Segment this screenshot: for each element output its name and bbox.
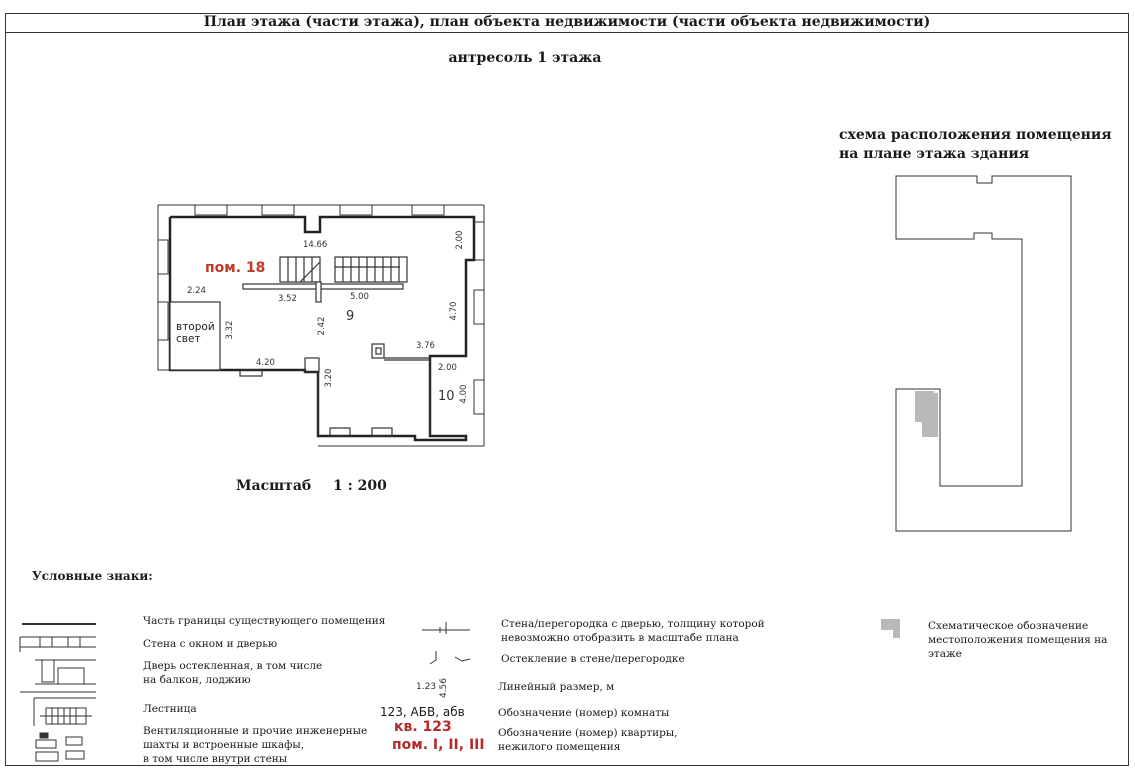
scheme-title-line1: схема расположения помещения bbox=[839, 127, 1112, 143]
window-right-3 bbox=[474, 380, 484, 414]
legend-glazing-symbol bbox=[430, 651, 470, 664]
legend-shaft-symbol bbox=[36, 733, 84, 761]
scheme-title-line2: на плане этажа здания bbox=[839, 146, 1030, 162]
legend-shafts-line2: шахты и встроенные шкафы, bbox=[143, 739, 305, 751]
window-top-4 bbox=[412, 205, 444, 215]
legend-apt-number-line1: Обозначение (номер) квартиры, bbox=[498, 727, 678, 739]
window-top-3 bbox=[340, 205, 372, 215]
legend-apt-sample: кв. 123 bbox=[394, 719, 452, 735]
window-top-1 bbox=[195, 205, 227, 215]
legend-room-number-sample: 123, АБВ, абв bbox=[380, 705, 465, 719]
legend-schematic-line3: этаже bbox=[928, 648, 962, 660]
shaft-1 bbox=[372, 344, 384, 358]
dim-left-vertical: 3.32 bbox=[225, 320, 235, 340]
legend-apt-number-line2: нежилого помещения bbox=[498, 741, 621, 753]
legend-apt-number-text bbox=[498, 726, 678, 754]
window-right-1 bbox=[474, 222, 484, 260]
legend-glazed-door-line2: на балкон, лоджию bbox=[143, 674, 251, 686]
second-light-line1: второй bbox=[176, 321, 215, 333]
dim-lower-vertical: 3.20 bbox=[324, 368, 334, 388]
stair-flight-1 bbox=[280, 257, 320, 282]
legend-shafts-line1: Вентиляционные и прочие инженерные bbox=[143, 725, 368, 737]
room-number-9: 9 bbox=[346, 309, 355, 324]
dim-right-top: 2.00 bbox=[455, 230, 465, 250]
second-light-line2: свет bbox=[176, 333, 201, 345]
dim-lower-right: 3.76 bbox=[416, 341, 435, 351]
legend-schematic-line2: местоположения помещения на bbox=[928, 634, 1108, 646]
dim-center: 5.00 bbox=[350, 292, 369, 302]
legend-linear-dim-text: Линейный размер, м bbox=[498, 681, 615, 693]
legend-glazing-text: Остекление в стене/перегородке bbox=[501, 653, 685, 665]
room-number-10: 10 bbox=[438, 389, 455, 404]
legend-room-number-text: Обозначение (номер) комнаты bbox=[498, 707, 670, 719]
legend-thin-wall-line1: Стена/перегородка с дверью, толщину которой bbox=[501, 618, 765, 630]
dim-room10-height: 4.00 bbox=[459, 384, 469, 404]
legend-schematic-text bbox=[928, 619, 1107, 661]
legend-glazed-door-line1: Дверь остекленная, в том числе bbox=[143, 660, 323, 672]
legend-wall-window-text: Стена с окном и дверью bbox=[143, 638, 278, 650]
legend-glazed-door-text bbox=[143, 659, 322, 687]
dim-room10-width: 2.00 bbox=[438, 363, 457, 373]
legend-location-marker bbox=[881, 619, 900, 638]
dim-top: 14.66 bbox=[303, 240, 328, 250]
legend-wall-window-symbol bbox=[20, 637, 96, 652]
premise-location-marker bbox=[898, 391, 938, 437]
legend-glazed-door-symbol bbox=[35, 660, 96, 684]
stair-flight-2 bbox=[335, 257, 407, 282]
window-top-2 bbox=[262, 205, 294, 215]
dim-bottom-left: 4.20 bbox=[256, 358, 275, 368]
dim-left: 2.24 bbox=[187, 286, 206, 296]
railing bbox=[243, 284, 403, 289]
legend-schematic-line1: Схематическое обозначение bbox=[928, 620, 1089, 632]
legend-stairs-symbol bbox=[20, 692, 96, 726]
legend-dim-sample-v: 4.56 bbox=[439, 677, 449, 699]
legend-boundary-text: Часть границы существующего помещения bbox=[143, 615, 386, 627]
legend-premise-sample: пом. I, II, III bbox=[392, 737, 485, 753]
dim-right: 4.70 bbox=[449, 301, 459, 321]
floor-label: антресоль 1 этажа bbox=[448, 50, 602, 66]
premise-label: пом. 18 bbox=[205, 260, 266, 276]
legend-stairs-text: Лестница bbox=[143, 703, 197, 715]
legend-shafts-text bbox=[143, 724, 367, 766]
dim-center-vertical: 2.42 bbox=[317, 316, 327, 336]
window-left-2 bbox=[158, 302, 168, 340]
legend-thin-wall-line2: невозможно отобразить в масштабе плана bbox=[501, 632, 739, 644]
page-title: План этажа (части этажа), план объекта недвижимости (части объекта недвижимости) bbox=[5, 13, 1129, 33]
window-right-2 bbox=[474, 290, 484, 324]
building-scheme bbox=[896, 176, 1071, 531]
scale-caption: Масштаб bbox=[236, 478, 312, 494]
shaft-2 bbox=[305, 358, 319, 372]
legend-title: Условные знаки: bbox=[32, 569, 153, 583]
legend-dim-sample-h: 1.23 bbox=[416, 682, 437, 692]
stair-arrow bbox=[300, 262, 320, 282]
legend-thin-wall-symbol bbox=[422, 622, 470, 634]
dim-stair: 3.52 bbox=[278, 294, 297, 304]
window-left-1 bbox=[158, 240, 168, 274]
legend-shafts-line3: в том числе внутри стены bbox=[143, 753, 288, 765]
legend-thin-wall-text bbox=[501, 617, 765, 645]
scale-value: 1 : 200 bbox=[332, 478, 387, 494]
